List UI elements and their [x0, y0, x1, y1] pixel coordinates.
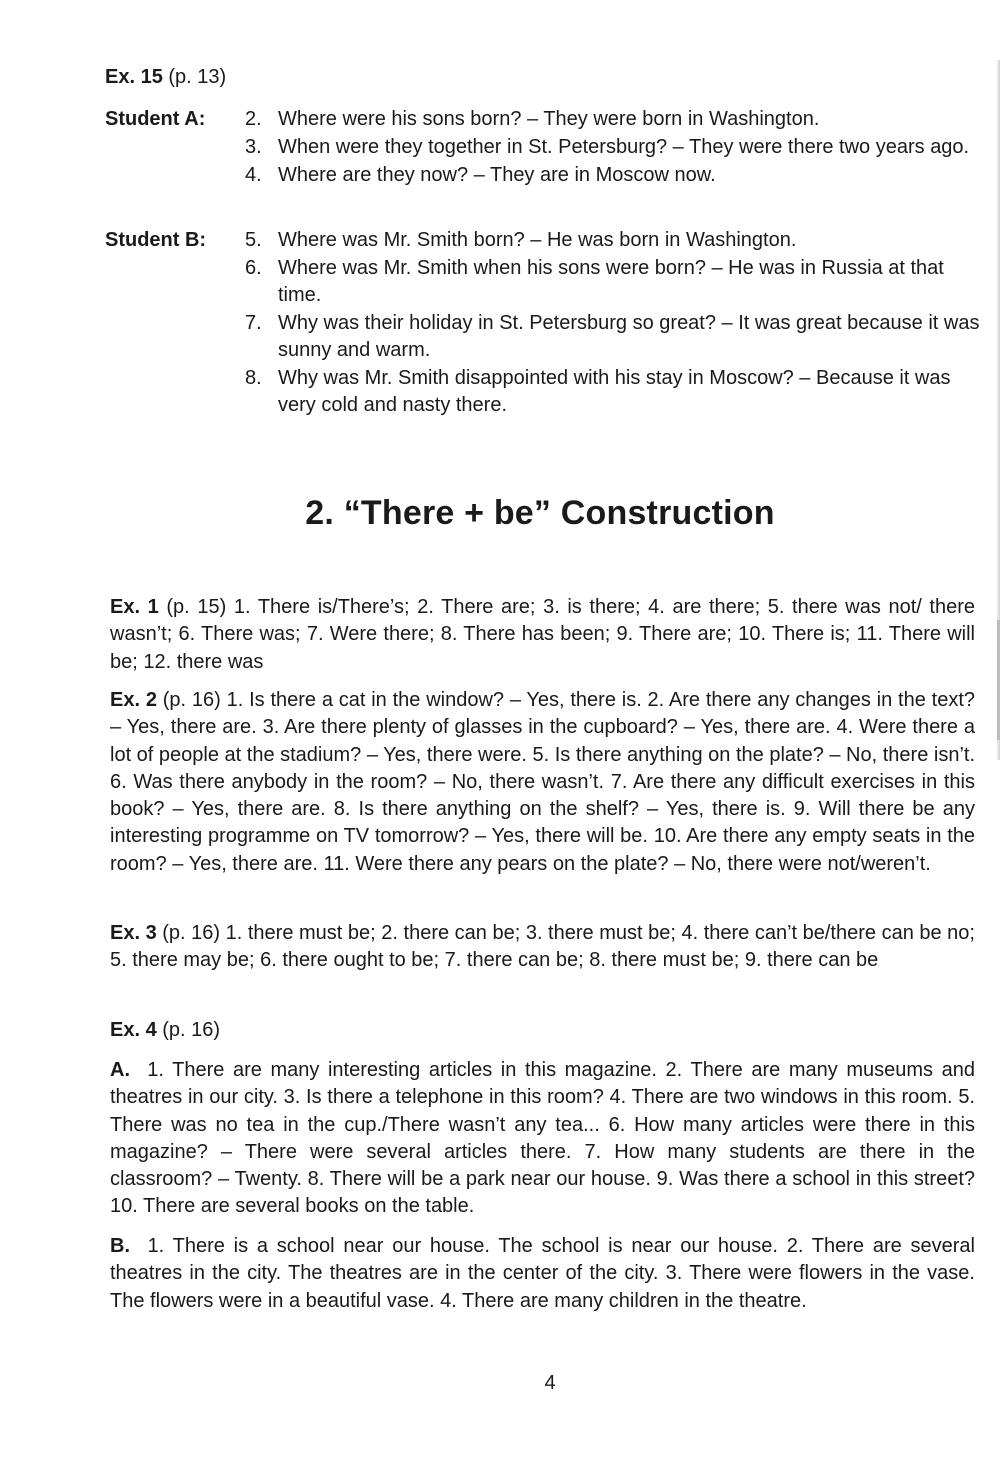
- item-text: Where was Mr. Smith when his sons were born? – He was in Russia at that time.: [278, 257, 944, 306]
- ex3-paragraph: [110, 920, 975, 975]
- list-item: [245, 310, 980, 364]
- item-number: 6.: [245, 257, 262, 279]
- ex2-page-ref: (p. 16): [162, 689, 221, 711]
- ex4-page-ref: (p. 16): [162, 1019, 221, 1041]
- item-text: Where were his sons born? – They were born in Washington.: [278, 108, 820, 130]
- ex3-label: Ex. 3: [110, 922, 157, 944]
- ex15-label: Ex. 15: [105, 66, 163, 88]
- ex2-text: 1. Is there a cat in the window? – Yes, there is. 2. Are there any changes in the text? – Yes, there are. 3. Are there plenty of glasses in the cupboard? – Yes, there are. 4. Were there a lot of people at the stadium? – Yes, there were. 5. Is there anything on the plate? – No, there isn’t. 6. Was there anybody in the room? – No, there wasn’t. 7. Are there any difficult exercises in this book? – Yes, there are. 8. Is there anything on the shelf? – Yes, there is. 9. Will there be any interesting programme on TV tomorrow? – Yes, there will be. 10. Are there any empty seats in the room? – Yes, there are. 11. Were there any pears on the plate? – No, there were not/weren’t.: [110, 689, 976, 875]
- ex4-part-a-text: 1. There are many interesting articles in this magazine. 2. There are many museums and theatres in our city. 3. Is there a telephone in this room? 4. There are two windows in this room. 5. There was no tea in the cup./There wasn’t any tea... 6. How many articles were there in this magazine? – There were several articles there. 7. How many students are there in the classroom? – Twenty. 8. There will be a park near our house. 9. Was there a school in this street? 10. There are several books on the table.: [110, 1059, 975, 1218]
- ex4-part-a-label: A.: [110, 1059, 130, 1081]
- list-item: [245, 134, 980, 161]
- ex3-text: 1. there must be; 2. there can be; 3. there must be; 4. there can’t be/there can be no; 5. there may be; 6. there ought to be; 7. there can be; 8. there must be; 9. there can be: [110, 922, 975, 972]
- ex3-page-ref: (p. 16): [162, 922, 221, 944]
- item-text: Why was their holiday in St. Petersburg so great? – It was great because it was sunny and warm.: [278, 312, 980, 361]
- ex2-label: Ex. 2: [110, 689, 157, 711]
- page-number: 4: [544, 1372, 556, 1394]
- item-number: 3.: [245, 136, 262, 158]
- ex1-paragraph: [110, 594, 975, 676]
- list-item: [245, 227, 980, 254]
- item-number: 5.: [245, 229, 262, 251]
- ex4-heading: [110, 1017, 975, 1044]
- item-text: Why was Mr. Smith disappointed with his stay in Moscow? – Because it was very cold and nasty there.: [278, 367, 951, 416]
- section-title: 2. “There + be” Construction: [305, 494, 775, 532]
- list-item: [245, 106, 980, 133]
- item-number: 8.: [245, 367, 262, 389]
- item-text: When were they together in St. Petersburg? – They were there two years ago.: [278, 136, 970, 158]
- ex4-part-b-label: B.: [110, 1235, 130, 1257]
- student-b-items: [245, 227, 980, 420]
- list-item: [245, 255, 980, 309]
- item-number: 4.: [245, 164, 262, 186]
- item-number: 2.: [245, 108, 262, 130]
- student-a-label: Student A:: [105, 108, 206, 130]
- ex1-text: 1. There is/There’s; 2. There are; 3. is there; 4. are there; 5. there was not/ there wasn’t; 6. There was; 7. Were there; 8. There has been; 9. There are; 10. There is; 11. There will be; 12. there was: [110, 596, 976, 673]
- list-item: [245, 162, 980, 189]
- item-number: 7.: [245, 312, 262, 334]
- item-text: Where was Mr. Smith born? – He was born in Washington.: [278, 229, 797, 251]
- ex15-page-ref: (p. 13): [168, 66, 227, 88]
- ex4-part-b: [110, 1233, 975, 1315]
- ex1-page-ref: (p. 15): [166, 596, 227, 618]
- ex1-label: Ex. 1: [110, 596, 159, 618]
- student-a-items: [245, 106, 980, 190]
- item-text: Where are they now? – They are in Moscow now.: [278, 164, 716, 186]
- ex4-part-a: [110, 1057, 975, 1221]
- ex4-label: Ex. 4: [110, 1019, 157, 1041]
- ex2-paragraph: [110, 687, 975, 878]
- ex15-heading: [105, 66, 226, 89]
- ex4-part-b-text: 1. There is a school near our house. The school is near our house. 2. There are several theatres in the city. The theatres are in the center of the city. 3. There were flowers in the vase. The flowers were in a beautiful vase. 4. There are many children in the theatre.: [110, 1235, 975, 1312]
- student-b-label: Student B:: [105, 229, 207, 251]
- list-item: [245, 365, 980, 419]
